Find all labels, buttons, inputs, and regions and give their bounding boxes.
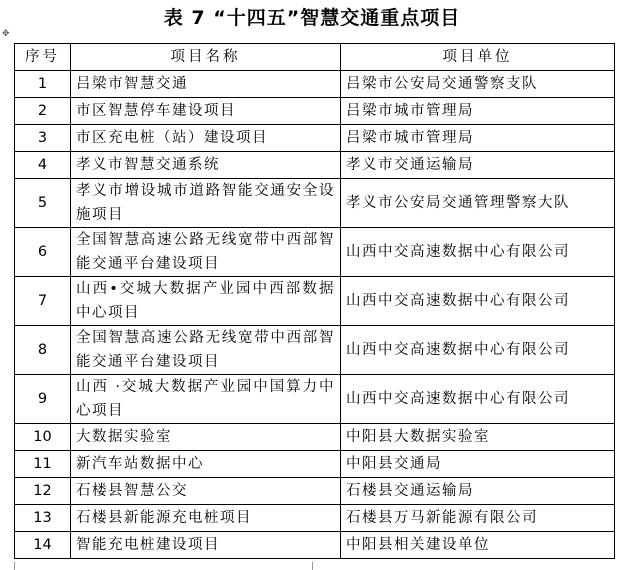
header-num: 序号 [15,44,71,71]
cell-unit: 中阳县大数据实验室 [341,424,615,451]
projects-table [14,43,615,559]
cell-name: 全国智慧高速公路无线宽带中西部智能交通平台建设项目 [71,326,341,375]
cell-name: 孝义市智慧交通系统 [71,152,341,179]
table-row [15,505,615,532]
cell-name: 大数据实验室 [71,424,341,451]
cell-unit: 中阳县相关建设单位 [341,532,615,559]
cell-num: 3 [15,125,71,152]
table-row [15,532,615,559]
cell-unit: 孝义市公安局交通管理警察大队 [341,179,615,228]
table-row [15,326,615,375]
header-name: 项目名称 [71,44,341,71]
cell-unit: 山西中交高速数据中心有限公司 [341,277,615,326]
cell-name: 智能充电桩建设项目 [71,532,341,559]
cell-num: 5 [15,179,71,228]
cell-unit: 山西中交高速数据中心有限公司 [341,375,615,424]
cell-name: 新汽车站数据中心 [71,451,341,478]
table-row [15,277,615,326]
cell-unit: 中阳县交通局 [341,451,615,478]
cell-name: 市区智慧停车建设项目 [71,98,341,125]
cell-num: 8 [15,326,71,375]
table-row [15,179,615,228]
cell-name: 山西 ·交城大数据产业园中国算力中心项目 [71,375,341,424]
table-row [15,152,615,179]
cell-num: 13 [15,505,71,532]
cell-name: 石楼县新能源充电桩项目 [71,505,341,532]
cell-num: 11 [15,451,71,478]
cell-name: 孝义市增设城市道路智能交通安全设施项目 [71,179,341,228]
table-row [15,451,615,478]
cell-unit: 吕梁市公安局交通警察支队 [341,71,615,98]
cell-name: 全国智慧高速公路无线宽带中西部智能交通平台建设项目 [71,228,341,277]
table-end-mark [14,562,15,570]
table-move-handle-icon[interactable]: ✥ [2,29,10,39]
cell-unit: 吕梁市城市管理局 [341,98,615,125]
table-row [15,71,615,98]
cell-num: 1 [15,71,71,98]
table-row [15,125,615,152]
header-unit: 项目单位 [341,44,615,71]
cell-num: 14 [15,532,71,559]
cell-num: 7 [15,277,71,326]
table-title: 表 7 “十四五”智慧交通重点项目 [163,7,461,29]
cell-num: 10 [15,424,71,451]
cell-unit: 山西中交高速数据中心有限公司 [341,326,615,375]
table-end-mark [312,562,313,570]
table-row [15,228,615,277]
cell-num: 4 [15,152,71,179]
cell-unit: 孝义市交通运输局 [341,152,615,179]
cell-name: 石楼县智慧公交 [71,478,341,505]
cell-num: 9 [15,375,71,424]
cell-unit: 吕梁市城市管理局 [341,125,615,152]
cell-num: 12 [15,478,71,505]
cell-unit: 石楼县万马新能源有限公司 [341,505,615,532]
cell-num: 2 [15,98,71,125]
table-header-row [15,44,615,71]
cell-num: 6 [15,228,71,277]
table-row [15,424,615,451]
table-row [15,375,615,424]
cell-name: 市区充电桩（站）建设项目 [71,125,341,152]
table-row [15,98,615,125]
table-row [15,478,615,505]
cell-unit: 石楼县交通运输局 [341,478,615,505]
cell-name: 山西•交城大数据产业园中西部数据中心项目 [71,277,341,326]
cell-unit: 山西中交高速数据中心有限公司 [341,228,615,277]
cell-name: 吕梁市智慧交通 [71,71,341,98]
